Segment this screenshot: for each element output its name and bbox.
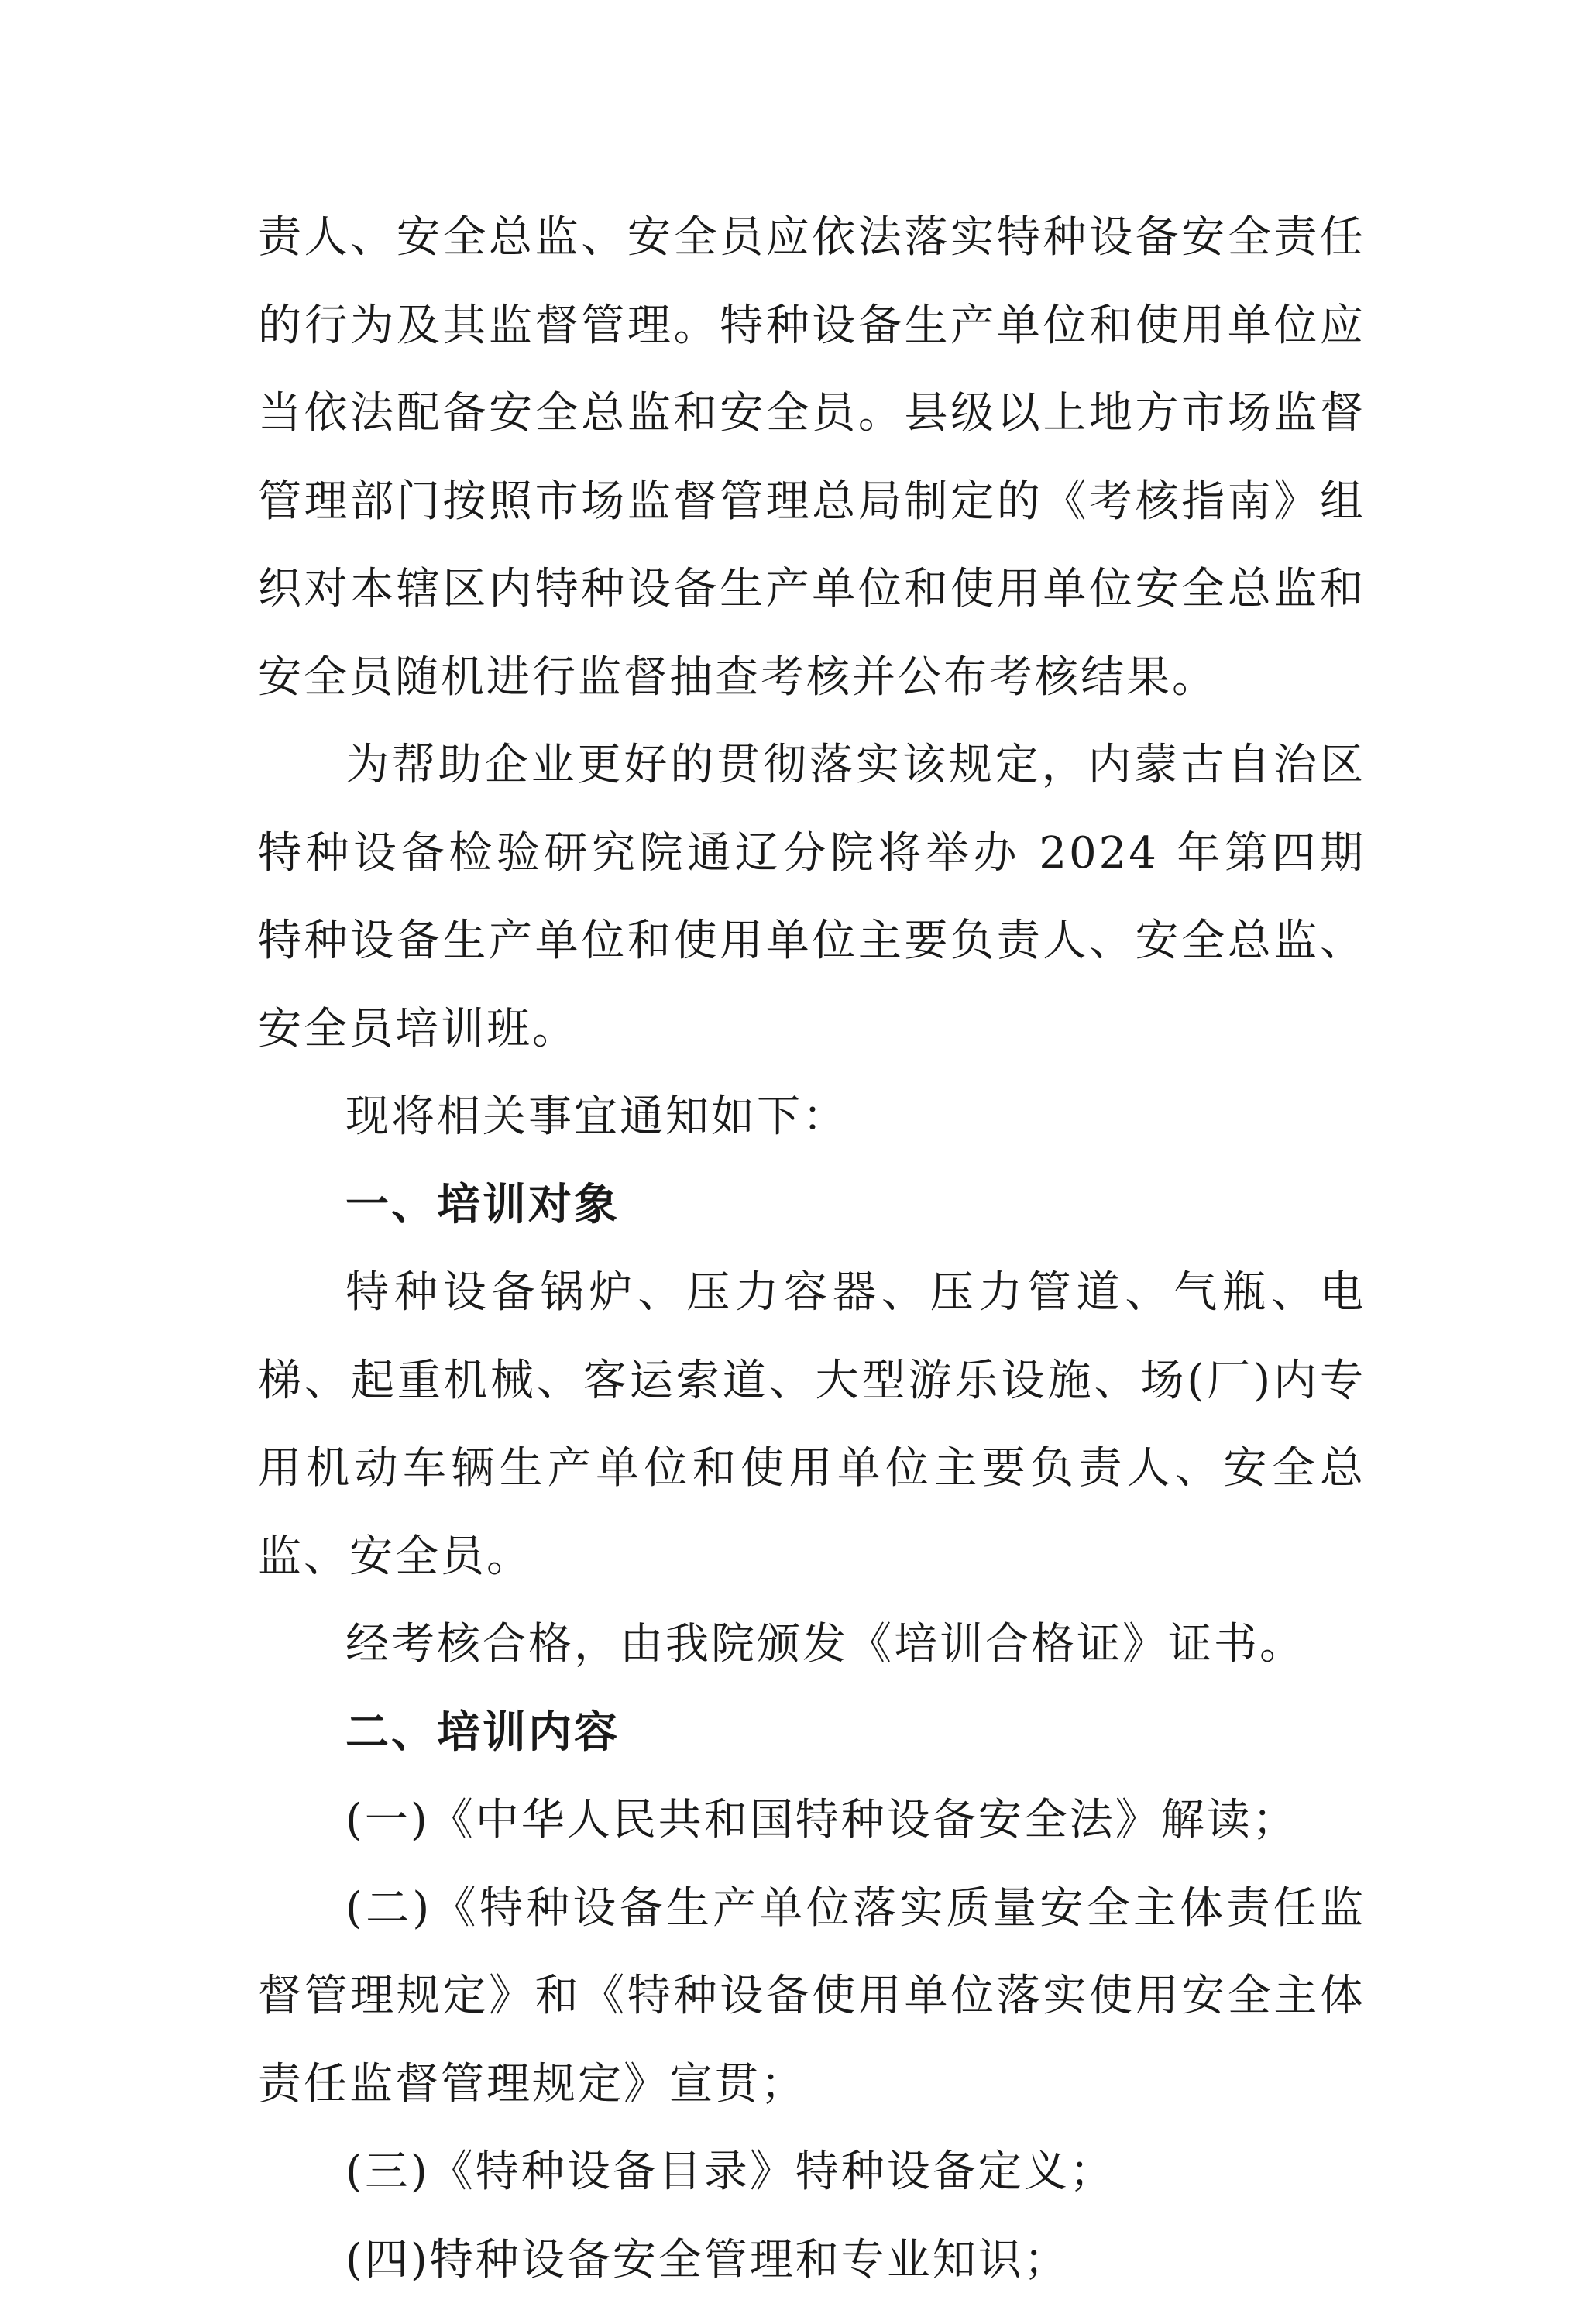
paragraph-responsibility-regulation: 责人、安全总监、安全员应依法落实特种设备安全责任的行为及其监督管理。特种设备生产单位和使用单位应当依法配备安全总监和安全员。县级以上地方市场监督管理部门按照市场监督管理总局制定的《考核指南》组织对本辖区内特种设备生产单位和使用单位安全总监和安全员随机进行监督抽查考核并公布考核结果。 <box>258 212 1366 703</box>
paragraph-notice-intro: 现将相关事宜通知如下： <box>345 1092 848 1142</box>
section-heading-training-content: 二、培训内容 <box>345 1707 620 1758</box>
paragraph-certificate: 经考核合格，由我院颁发《培训合格证》证书。 <box>345 1619 1305 1669</box>
paragraph-training-target: 特种设备锅炉、压力容器、压力管道、气瓶、电梯、起重机械、客运索道、大型游乐设施、场(厂)内专用机动车辆生产单位和使用单位主要负责人、安全总监、安全员。 <box>258 1267 1366 1582</box>
list-item-content-4: (四)特种设备安全管理和专业知识； <box>345 2234 1070 2285</box>
list-item-content-2: (二)《特种设备生产单位落实质量安全主体责任监督管理规定》和《特种设备使用单位落实使用安全主体责任监督管理规定》宣贯； <box>258 1882 1366 2109</box>
document-body <box>258 194 1366 2304</box>
section-heading-training-target: 一、培训对象 <box>345 1179 620 1230</box>
list-item-content-3: (三)《特种设备目录》特种设备定义； <box>345 2147 1115 2197</box>
list-item-content-1: (一)《中华人民共和国特种设备安全法》解读； <box>345 1795 1298 1845</box>
paragraph-training-announcement: 为帮助企业更好的贯彻落实该规定，内蒙古自治区特种设备检验研究院通辽分院将举办 2024 年第四期特种设备生产单位和使用单位主要负责人、安全总监、安全员培训班。 <box>258 740 1366 1054</box>
